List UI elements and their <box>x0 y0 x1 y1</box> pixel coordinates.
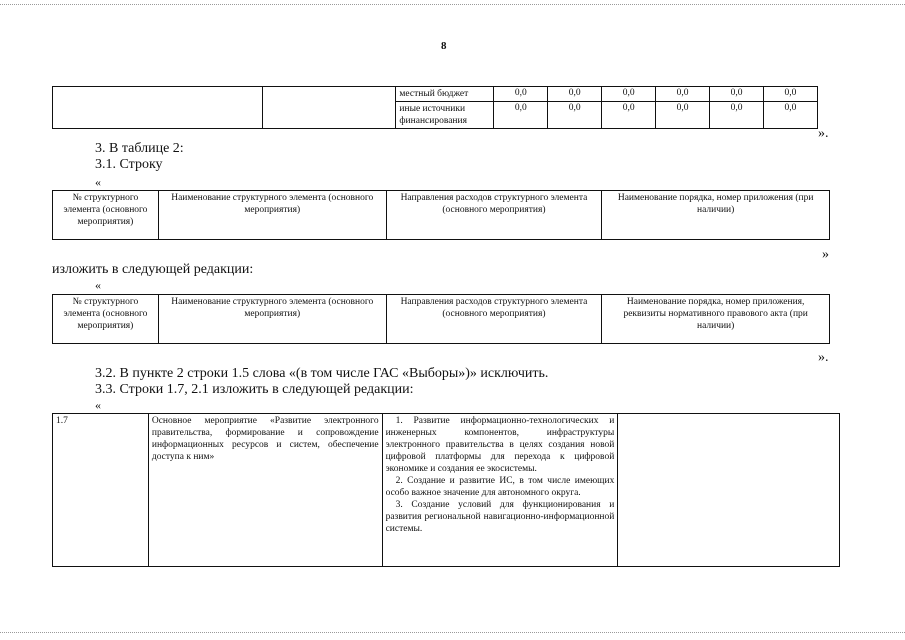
funding-table <box>52 86 818 129</box>
funding-value: 0,0 <box>494 102 548 129</box>
funding-value: 0,0 <box>602 87 656 102</box>
funding-value: 0,0 <box>656 102 710 129</box>
section-3-2-text: 3.2. В пункте 2 строки 1.5 слова «(в том числе ГАС «Выборы»)» исключить. <box>95 366 549 381</box>
section-3-3-heading: 3.3. Строки 1.7, 2.1 изложить в следующей редакции: <box>95 382 414 397</box>
section-3-1-heading: 3.1. Строку <box>95 157 163 172</box>
closing-quote: ». <box>818 126 829 141</box>
funding-row-local-budget <box>53 87 818 102</box>
funding-label: иные источники финансирования <box>396 102 494 129</box>
scan-edge-top <box>0 4 905 5</box>
funding-value: 0,0 <box>548 87 602 102</box>
funding-value: 0,0 <box>656 87 710 102</box>
page-number: 8 <box>441 40 447 52</box>
column-header-name: Наименование структурного элемента (основного мероприятия) <box>158 191 386 240</box>
direction-item: 3. Создание условий для функционирования и развития региональной навигационно-информационной системы. <box>385 500 615 534</box>
funding-label: местный бюджет <box>396 87 494 102</box>
row-procedure <box>618 414 840 567</box>
row-number: 1.7 <box>53 414 149 567</box>
funding-value: 0,0 <box>763 87 817 102</box>
table-row-1-7 <box>53 414 840 567</box>
closing-quote: » <box>822 247 829 262</box>
header-row-old <box>52 190 830 240</box>
column-header-directions: Направления расходов структурного элемента (основного мероприятия) <box>386 295 602 344</box>
column-header-directions: Направления расходов структурного элемента (основного мероприятия) <box>386 191 602 240</box>
row-event-name: Основное мероприятие «Развитие электронного правительства, формирование и сопровождение информационных ресурсов и систем, обеспечение доступа к ним» <box>148 414 382 567</box>
funding-value: 0,0 <box>548 102 602 129</box>
opening-quote: « <box>95 398 101 412</box>
direction-item: 2. Создание и развитие ИС, в том числе имеющих особо важное значение для автономного округа. <box>385 476 615 498</box>
funding-value: 0,0 <box>494 87 548 102</box>
row-1-7-table <box>52 413 840 567</box>
column-header-name: Наименование структурного элемента (основного мероприятия) <box>158 295 386 344</box>
empty-cell <box>53 87 263 129</box>
empty-cell <box>262 87 396 129</box>
opening-quote: « <box>95 278 101 292</box>
closing-quote: ». <box>818 350 829 365</box>
replace-instruction: изложить в следующей редакции: <box>52 262 254 277</box>
column-header-procedure: Наименование порядка, номер приложения (при наличии) <box>602 191 830 240</box>
row-directions <box>382 414 618 567</box>
column-header-number: № структурного элемента (основного мероприятия) <box>53 295 159 344</box>
header-row-new <box>52 294 830 344</box>
column-header-number: № структурного элемента (основного мероприятия) <box>53 191 159 240</box>
funding-value: 0,0 <box>710 102 764 129</box>
funding-value: 0,0 <box>602 102 656 129</box>
opening-quote: « <box>95 175 101 189</box>
column-header-procedure: Наименование порядка, номер приложения, реквизиты нормативного правового акта (при наличии) <box>602 295 830 344</box>
funding-value: 0,0 <box>710 87 764 102</box>
section-3-heading: 3. В таблице 2: <box>95 141 184 156</box>
direction-item: 1. Развитие информационно-технологических и инженерных компонентов, инфраструктуры электронного правительства в целях создания новой цифровой платформы для перехода к цифровой экономике и создания ее экосистемы. <box>385 416 615 474</box>
funding-value: 0,0 <box>763 102 817 129</box>
scan-edge-bottom <box>0 632 905 633</box>
